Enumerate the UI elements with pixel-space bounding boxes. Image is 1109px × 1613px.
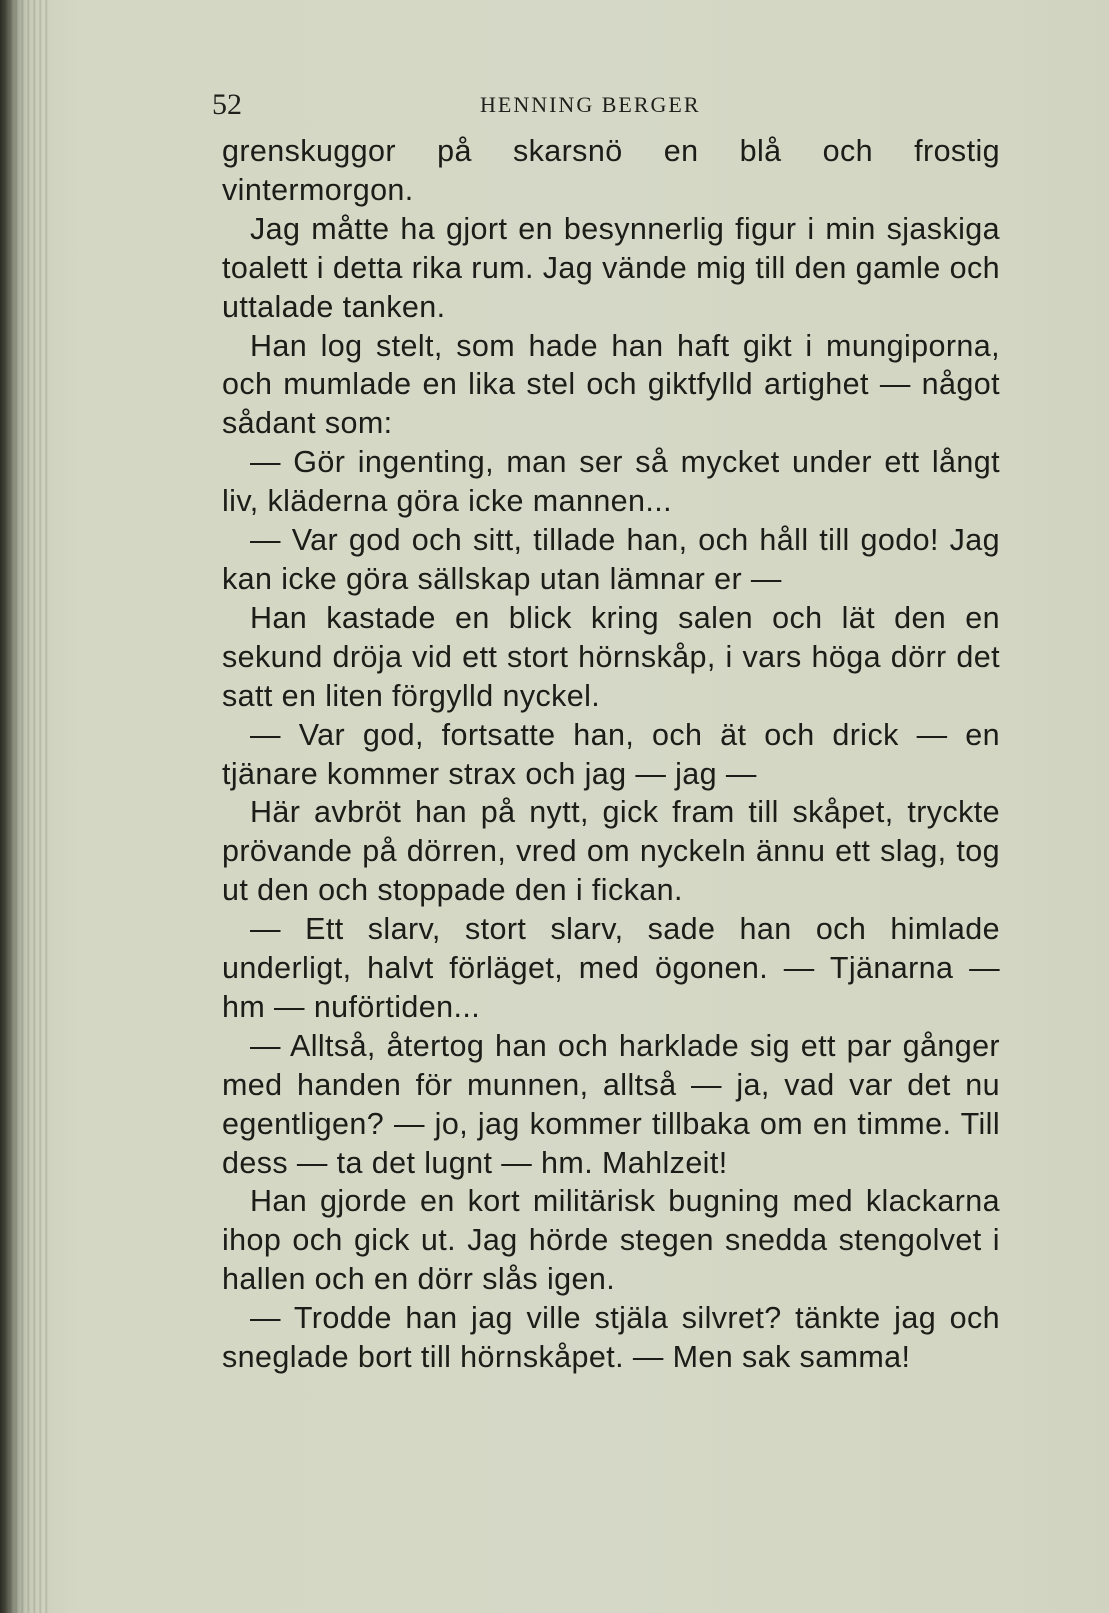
paragraph: — Ett slarv, stort slarv, sade han och himlade underligt, halvt förläget, med ögonen. — Tjänarna — hm — nuförtiden... [222,912,1000,1024]
paragraph: Jag måtte ha gjort en besynnerlig figur i min sjaskiga toalett i detta rika rum. Jag vände mig till den gamle och uttalade tanken. [222,211,1000,324]
paragraph: — Alltså, återtog han och harklade sig ett par gånger med handen för munnen, alltså — ja, vad var det nu egentligen? — jo, jag kommer tillbaka om en timme. Till dess — ta det lugnt — hm. Mahlzeit! [222,1028,1000,1180]
paragraph: — Trodde han jag ville stjäla silvret? tänkte jag och sneglade bort till hörnskåpet. — Men sak samma! [222,1301,1000,1375]
paragraph: — Var god och sitt, tillade han, och håll till godo! Jag kan icke göra sällskap utan lämnar er — [222,523,1000,596]
paragraph: Han gjorde en kort militärisk bugning med klackarna ihop och gick ut. Jag hörde stegen snedda stengolvet i hallen och en dörr slås igen. [222,1184,1000,1297]
body-text [222,132,1000,1377]
page-number: 52 [212,88,242,121]
paragraph: Han log stelt, som hade han haft gikt i mungiporna, och mumlade en lika stel och giktfylld artighet — något sådant som: [222,328,1000,441]
paragraph: grenskuggor på skarsnö en blå och frostig vintermorgon. [222,134,1000,207]
paragraph: Här avbröt han på nytt, gick fram till skåpet, tryckte prövande på dörren, vred om nyckeln ännu ett slag, tog ut den och stoppade den i fickan. [222,795,1000,908]
page-header [212,88,1002,128]
paragraph: Han kastade en blick kring salen och lät den en sekund dröja vid ett stort hörnskåp, i vars höga dörr det satt en liten förgylld nyckel. [222,600,1000,713]
paragraph: — Var god, fortsatte han, och ät och drick — en tjänare kommer strax och jag — jag — [222,717,1000,791]
running-head: HENNING BERGER [480,92,701,117]
paragraph: — Gör ingenting, man ser så mycket under ett långt liv, kläderna göra icke mannen... [222,445,1000,519]
